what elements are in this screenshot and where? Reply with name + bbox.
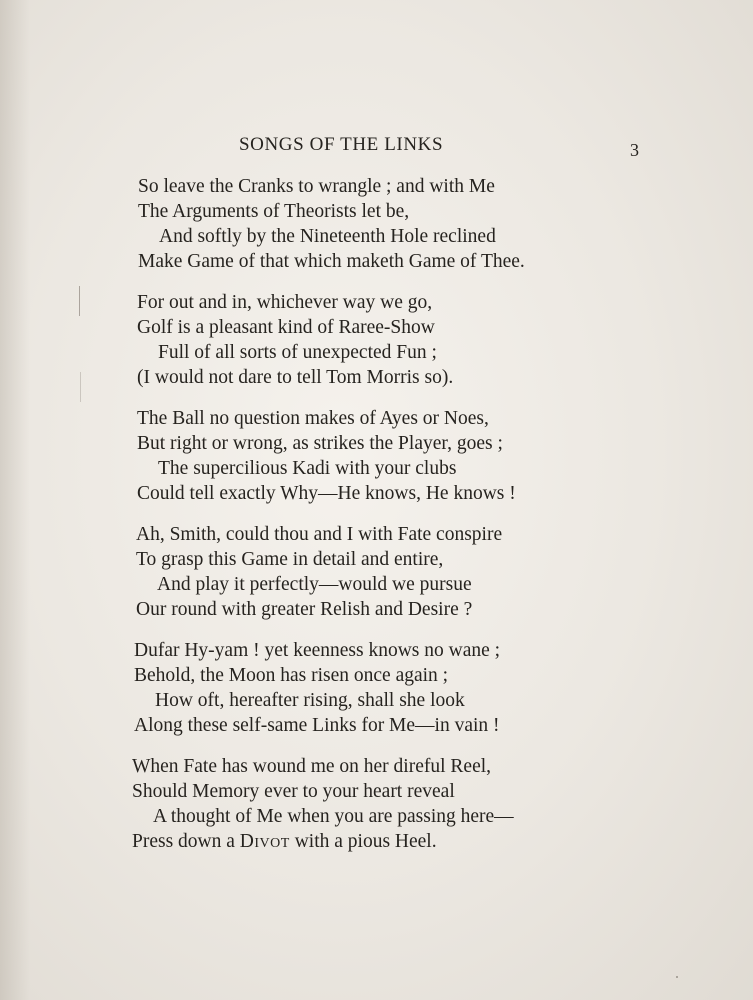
poem-line: Could tell exactly Why—He knows, He knows ! <box>137 483 516 504</box>
poem-line: Golf is a pleasant kind of Raree-Show <box>137 317 435 338</box>
poem-line: Along these self-same Links for Me—in vain ! <box>134 715 500 736</box>
stanza <box>0 522 753 622</box>
poem-line: Full of all sorts of unexpected Fun ; <box>158 342 437 363</box>
poem-body <box>0 174 753 870</box>
poem-line-lead: Press down a <box>132 831 240 852</box>
page-number: 3 <box>630 140 639 160</box>
divot-smallcaps-word: Divot <box>239 831 290 852</box>
poem-line: Dufar Hy-yam ! yet keenness knows no wane ; <box>134 640 501 661</box>
stanza <box>0 638 753 738</box>
poem-line: Ah, Smith, could thou and I with Fate conspire <box>136 524 503 545</box>
poem-line: For out and in, whichever way we go, <box>137 292 433 313</box>
poem-line: A thought of Me when you are passing here— <box>153 806 514 827</box>
running-title: SONGS OF THE LINKS <box>239 134 444 155</box>
stanza <box>0 754 753 854</box>
poem-line: (I would not dare to tell Tom Morris so). <box>137 367 454 388</box>
poem-line: When Fate has wound me on her direful Reel, <box>132 756 492 777</box>
poem-line: Should Memory ever to your heart reveal <box>132 781 455 802</box>
poem-line: Behold, the Moon has risen once again ; <box>134 665 449 686</box>
poem-line <box>0 829 753 854</box>
poem-line-tail: with a pious Heel. <box>289 831 437 852</box>
poem-line: The supercilious Kadi with your clubs <box>158 458 457 479</box>
poem-line: And softly by the Nineteenth Hole reclined <box>159 226 496 247</box>
poem-line: But right or wrong, as strikes the Player, goes ; <box>137 433 503 454</box>
poem-line: And play it perfectly—would we pursue <box>157 574 472 595</box>
stanza <box>0 406 753 506</box>
poem-line: The Ball no question makes of Ayes or Noes, <box>137 408 489 429</box>
poem-line: So leave the Cranks to wrangle ; and with Me <box>138 176 495 197</box>
poem-line: Make Game of that which maketh Game of Thee. <box>138 251 525 272</box>
poem-line: How oft, hereafter rising, shall she look <box>155 690 465 711</box>
stanza <box>0 174 753 274</box>
poem-line: To grasp this Game in detail and entire, <box>136 549 444 570</box>
poem-line: The Arguments of Theorists let be, <box>138 201 410 222</box>
paper-speck <box>676 976 678 978</box>
stanza <box>0 290 753 390</box>
poem-line: Our round with greater Relish and Desire ? <box>136 599 473 620</box>
